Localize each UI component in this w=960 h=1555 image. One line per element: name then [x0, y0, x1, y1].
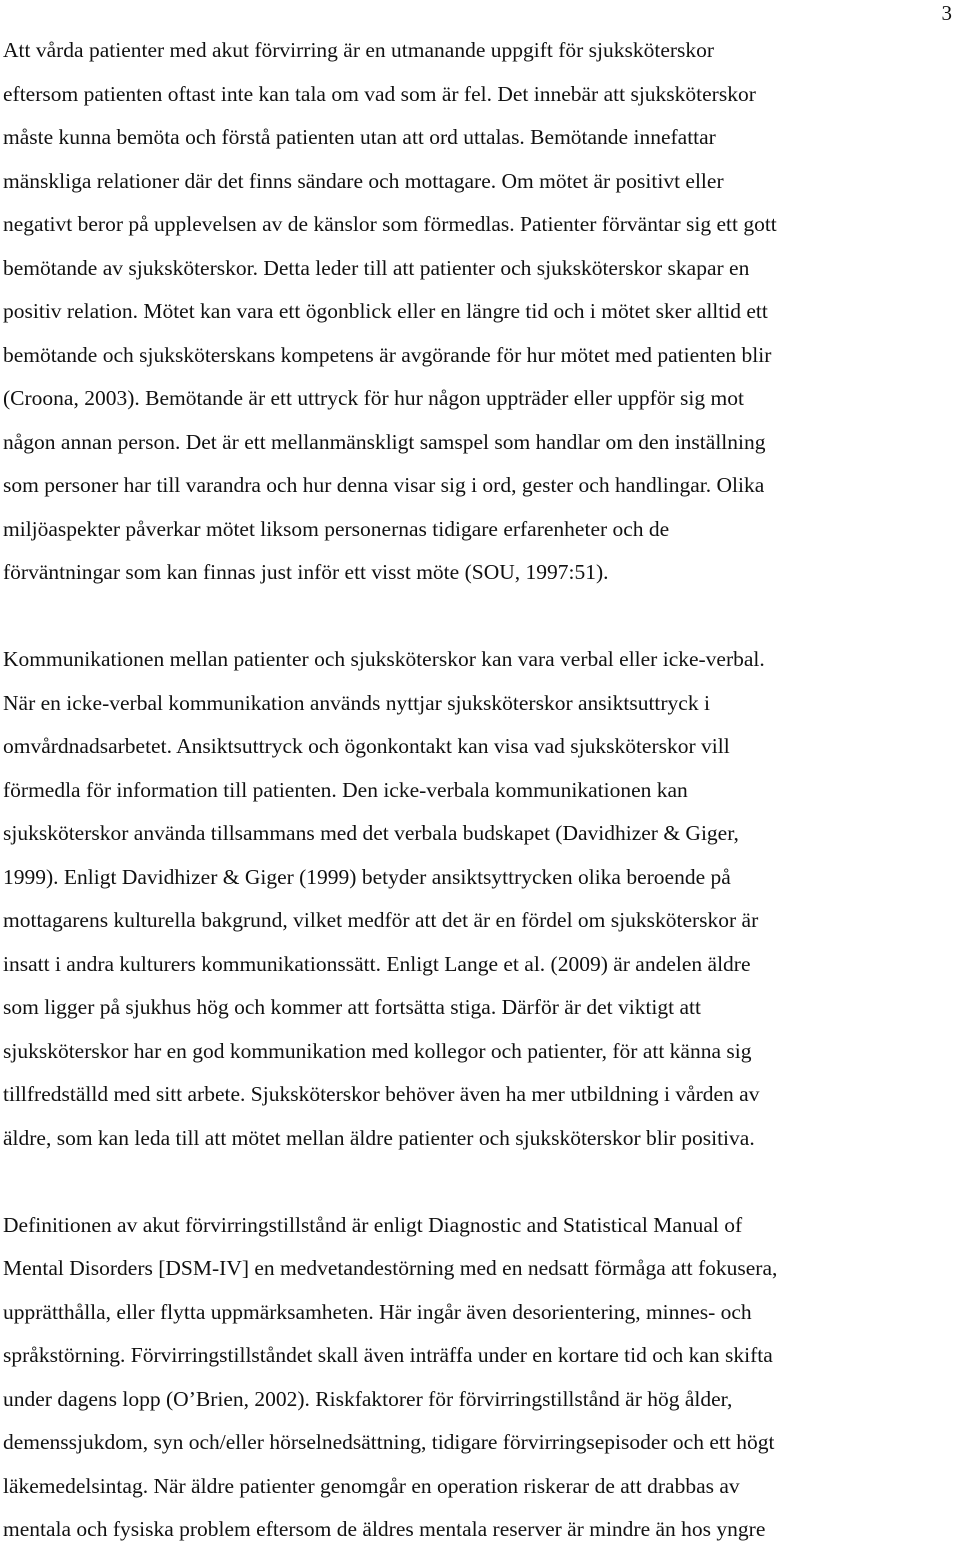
- text-line: När en icke-verbal kommunikation används nyttjar sjuksköterskor ansiktsuttryck i: [3, 690, 710, 715]
- paragraph-3: [3, 1204, 955, 1552]
- text-line: mentala och fysiska problem eftersom de äldres mentala reserver är mindre än hos yngre: [3, 1517, 766, 1541]
- text-line: förmedla för information till patienten. Den icke-verbala kommunikationen kan: [3, 777, 688, 802]
- paragraph-1: [3, 29, 955, 595]
- text-line: omvårdnadsarbetet. Ansiktsuttryck och ögonkontakt kan visa vad sjuksköterskor vill: [3, 734, 730, 758]
- text-line: bemötande och sjuksköterskans kompetens är avgörande för hur mötet med patienten blir: [3, 342, 772, 367]
- text-line: sjuksköterskor använda tillsammans med det verbala budskapet (Davidhizer & Giger,: [3, 821, 739, 845]
- text-line: upprätthålla, eller flytta uppmärksamheten. Här ingår även desorientering, minnes- och: [3, 1299, 752, 1324]
- text-line: tillfredställd med sitt arbete. Sjuksköterskor behöver även ha mer utbildning i vården av: [3, 1082, 760, 1106]
- text-line: positiv relation. Mötet kan vara ett ögonblick eller en längre tid och i mötet sker alltid ett: [3, 299, 768, 323]
- text-line: Mental Disorders [DSM-IV] en medvetandestörning med en nedsatt förmåga att fokusera,: [3, 1256, 778, 1280]
- text-line: demenssjukdom, syn och/eller hörselnedsättning, tidigare förvirringsepisoder och ett högt: [3, 1430, 775, 1454]
- text-line: mänskliga relationer där det finns sändare och mottagare. Om mötet är positivt eller: [3, 168, 724, 193]
- text-line: förväntningar som kan finnas just inför ett visst möte (SOU, 1997:51).: [3, 560, 609, 584]
- text-line: bemötande av sjuksköterskor. Detta leder till att patienter och sjuksköterskor skapar en: [3, 255, 750, 280]
- paragraph-gap: [3, 595, 955, 639]
- text-line: negativt beror på upplevelsen av de känslor som förmedlas. Patienter förväntar sig ett gott: [3, 212, 777, 236]
- text-line: 1999). Enligt Davidhizer & Giger (1999) betyder ansiktsyttrycken olika beroende på: [3, 864, 731, 889]
- text-line: måste kunna bemöta och förstå patienten utan att ord uttalas. Bemötande innefattar: [3, 125, 716, 149]
- paragraph-gap: [3, 1160, 955, 1204]
- text-line: som ligger på sjukhus hög och kommer att fortsätta stiga. Därför är det viktigt att: [3, 995, 701, 1019]
- text-line: Definitionen av akut förvirringstillstånd är enligt Diagnostic and Statistical Manual of: [3, 1212, 743, 1237]
- text-line: miljöaspekter påverkar mötet liksom personernas tidigare erfarenheter och de: [3, 516, 670, 541]
- paragraph-2: [3, 638, 955, 1160]
- text-line: någon annan person. Det är ett mellanmänskligt samspel som handlar om den inställning: [3, 429, 766, 454]
- body-text: [3, 29, 955, 1552]
- text-line: sjuksköterskor har en god kommunikation med kollegor och patienter, för att känna sig: [3, 1038, 752, 1063]
- text-line: äldre, som kan leda till att mötet mellan äldre patienter och sjuksköterskor blir positiva.: [3, 1125, 755, 1150]
- page-number: 3: [941, 1, 952, 25]
- text-line: läkemedelsintag. När äldre patienter genomgår en operation riskerar de att drabbas av: [3, 1473, 740, 1498]
- text-line: (Croona, 2003). Bemötande är ett uttryck för hur någon uppträder eller uppför sig mot: [3, 386, 744, 410]
- text-line: eftersom patienten oftast inte kan tala om vad som är fel. Det innebär att sjuksköterskor: [3, 81, 756, 106]
- text-line: som personer har till varandra och hur denna visar sig i ord, gester och handlingar. Olika: [3, 473, 765, 497]
- text-line: språkstörning. Förvirringstillståndet skall även inträffa under en kortare tid och kan skifta: [3, 1343, 773, 1367]
- text-line: insatt i andra kulturers kommunikationssätt. Enligt Lange et al. (2009) är andelen äldre: [3, 951, 751, 976]
- text-line: mottagarens kulturella bakgrund, vilket medför att det är en fördel om sjuksköterskor är: [3, 908, 759, 932]
- text-line: Att vårda patienter med akut förvirring är en utmanande uppgift för sjuksköterskor: [3, 38, 715, 62]
- text-line: under dagens lopp (O’Brien, 2002). Riskfaktorer för förvirringstillstånd är hög ålder,: [3, 1386, 733, 1411]
- text-line: Kommunikationen mellan patienter och sjuksköterskor kan vara verbal eller icke-verbal.: [3, 647, 765, 671]
